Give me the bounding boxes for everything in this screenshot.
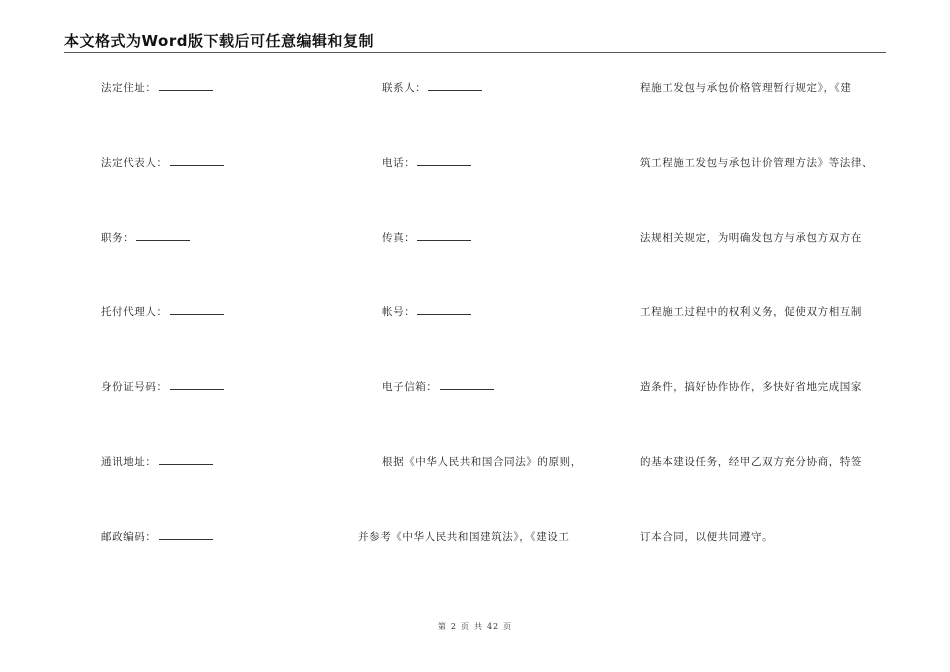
field-legal-representative [101,155,224,170]
fill-blank[interactable] [417,305,471,315]
field-label: 法定代表人： [101,157,168,169]
field-mailing-address [101,454,213,469]
fill-blank[interactable] [159,530,213,540]
fill-blank[interactable] [159,455,213,465]
field-legal-address [101,80,213,95]
field-label: 联系人： [382,82,427,94]
footer-mid2: 共 [473,622,483,631]
field-contact-person [382,80,482,95]
field-label: 托付代理人： [101,306,168,318]
field-label: 通讯地址： [101,456,157,468]
body-paragraph-line: 订本合同，以便共同遵守。 [640,531,774,543]
fill-blank[interactable] [159,81,213,91]
body-paragraph-line: 工程施工过程中的权利义务，促使双方相互制 [640,306,862,318]
body-paragraph-line: 造条件，搞好协作协作，多快好省地完成国家 [640,381,862,393]
body-paragraph-line: 筑工程施工发包与承包计价管理方法》等法律、 [640,157,874,169]
field-account [382,304,471,319]
fill-blank[interactable] [428,81,482,91]
field-fax [382,230,471,245]
field-label: 法定住址： [101,82,157,94]
page-number: 2 [450,622,457,631]
field-label: 职务： [101,232,135,244]
fill-blank[interactable] [170,156,224,166]
footer-mid1: 页 [460,622,470,631]
field-label: 邮政编码： [101,531,157,543]
footer-prefix: 第 [437,622,447,631]
field-label: 传真： [382,232,416,244]
header-divider [64,52,886,53]
body-paragraph-line: 程施工发包与承包价格管理暂行规定》，《建 [640,82,852,94]
field-id-number [101,379,224,394]
fill-blank[interactable] [417,231,471,241]
body-paragraph-line: 并参考《中华人民共和国建筑法》，《建设工 [358,531,570,543]
field-postal-code [101,529,213,544]
body-paragraph-line: 法规相关规定，为明确发包方与承包方双方在 [640,232,862,244]
fill-blank[interactable] [170,380,224,390]
body-paragraph-line: 的基本建设任务，经甲乙双方充分协商，特签 [640,456,862,468]
fill-blank[interactable] [170,305,224,315]
fill-blank[interactable] [417,156,471,166]
footer-suffix: 页 [503,622,513,631]
field-label: 电话： [382,157,416,169]
field-label: 电子信箱： [382,381,438,393]
page-footer [0,621,950,632]
field-entrusted-agent [101,304,224,319]
body-paragraph-line: 根据《中华人民共和国合同法》的原则， [382,456,582,468]
field-label: 身份证号码： [101,381,168,393]
fill-blank[interactable] [440,380,494,390]
field-phone [382,155,471,170]
fill-blank[interactable] [136,231,190,241]
field-label: 帐号： [382,306,416,318]
header-title: 本文格式为Word版下载后可任意编辑和复制 [64,32,374,50]
field-email [382,379,494,394]
field-position [101,230,190,245]
page-total: 42 [486,622,500,631]
